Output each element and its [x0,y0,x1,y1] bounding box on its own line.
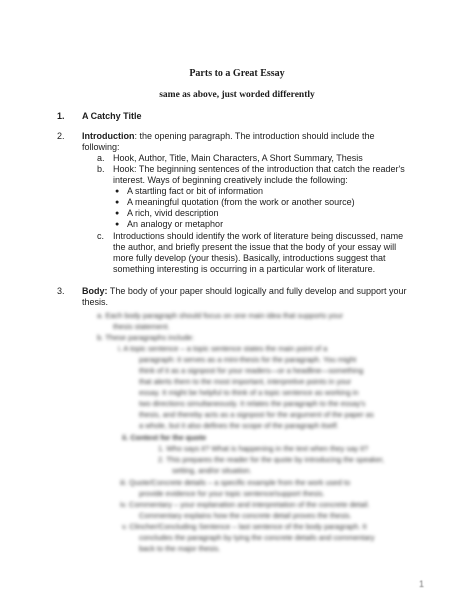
bullet-dot-icon: ● [115,188,120,195]
item-2b-line-2: interest. Ways of beginning creatively include the following: [113,175,348,185]
blurred-line: 1. Who says it? What is happening in the text when they say it? [158,444,369,453]
blurred-line: v. Clincher/Concluding Sentence – last sentence of the body paragraph. It [122,522,367,531]
bullet-dot-icon: ● [115,210,120,217]
item-2-text: : the opening paragraph. The introduction should include the [134,131,375,141]
bullet-dot-icon: ● [115,221,120,228]
bullet-item: A meaningful quotation (from the work or another source) [127,197,355,207]
blurred-line: iv. Commentary – your explanation and interpretation of the concrete detail. [120,500,370,509]
item-2-line-2: following: [82,142,120,152]
blurred-line: a. Each body paragraph should focus on one main idea that supports your [97,311,343,320]
item-3-number: 3. [57,286,65,296]
blurred-line: b. These paragraphs include: [97,333,195,342]
document-title: Parts to a Great Essay [189,68,285,79]
item-3-line-1 [82,286,407,297]
page-number: 1 [418,579,424,589]
item-3-line-2: thesis. [82,297,109,307]
blurred-line: paragraph: it serves as a mini-thesis for the paragraph. You might [139,355,357,364]
item-2c-letter: c. [97,231,105,241]
blurred-line: thesis, and thereby acts as a signpost for the argument of the paper as [139,410,374,419]
blurred-line: back to the major thesis. [139,544,221,553]
item-2c-line: the author, and briefly present the issue that the body of your essay will [113,242,397,252]
item-1-label: A Catchy Title [82,111,142,121]
blurred-line: iii. Quote/Concrete details – a specific example from the work used to [120,478,351,487]
blurred-line: think of it as a signpost for your readers—or a headline—something [139,366,364,375]
item-3-label: Body: [82,286,108,296]
item-2b-line-1: Hook: The beginning sentences of the introduction that catch the reader's [113,164,405,174]
document-subtitle: same as above, just worded differently [159,90,315,100]
item-2c-line: more fully develop (your thesis). Basically, introductions suggest that [113,253,386,263]
blurred-line: provide evidence for your topic sentence/support thesis. [139,489,325,498]
item-1-number: 1. [57,111,65,121]
bullet-item: A startling fact or bit of information [127,186,264,196]
item-2-number: 2. [57,131,65,141]
blurred-line: that alerts them to the most important, interpretive points in your [139,377,352,386]
blurred-line: 2. This prepares the reader for the quote by introducing the speaker, [158,455,385,464]
item-2c-line: Introductions should identify the work of literature being discussed, name [113,231,404,241]
blurred-line: thesis statement. [113,322,170,331]
blurred-line: Commentary explains how the concrete detail proves the thesis. [139,511,352,520]
bullet-dot-icon: ● [115,199,120,206]
bullet-item: An analogy or metaphor [127,219,224,229]
blurred-line: ii. Context for the quote [122,433,207,442]
item-2a-text: Hook, Author, Title, Main Characters, A Short Summary, Thesis [113,153,363,163]
bullet-item: A rich, vivid description [127,208,219,218]
item-2a-letter: a. [97,153,105,163]
blurred-line: two directions simultaneously. It relates the paragraph to the essay's [139,399,366,408]
item-2-line-1 [82,131,375,142]
blurred-line: concludes the paragraph by tying the concrete details and commentary [139,533,375,542]
blurred-line: a whole, but it also defines the scope of the paragraph itself. [139,421,339,430]
item-3-text: The body of your paper should logically and fully develop and support your [107,286,407,296]
item-2b-letter: b. [97,164,105,174]
blurred-line: setting, and/or situation. [172,466,252,475]
item-2-label: Introduction [82,131,135,141]
blurred-line: essay. It might be helpful to think of a topic sentence as working in [139,388,359,397]
blurred-line: i. A topic sentence – a topic sentence states the main point of a [118,344,328,353]
item-2c-line: something interesting is occurring in a particular work of literature. [113,264,376,274]
